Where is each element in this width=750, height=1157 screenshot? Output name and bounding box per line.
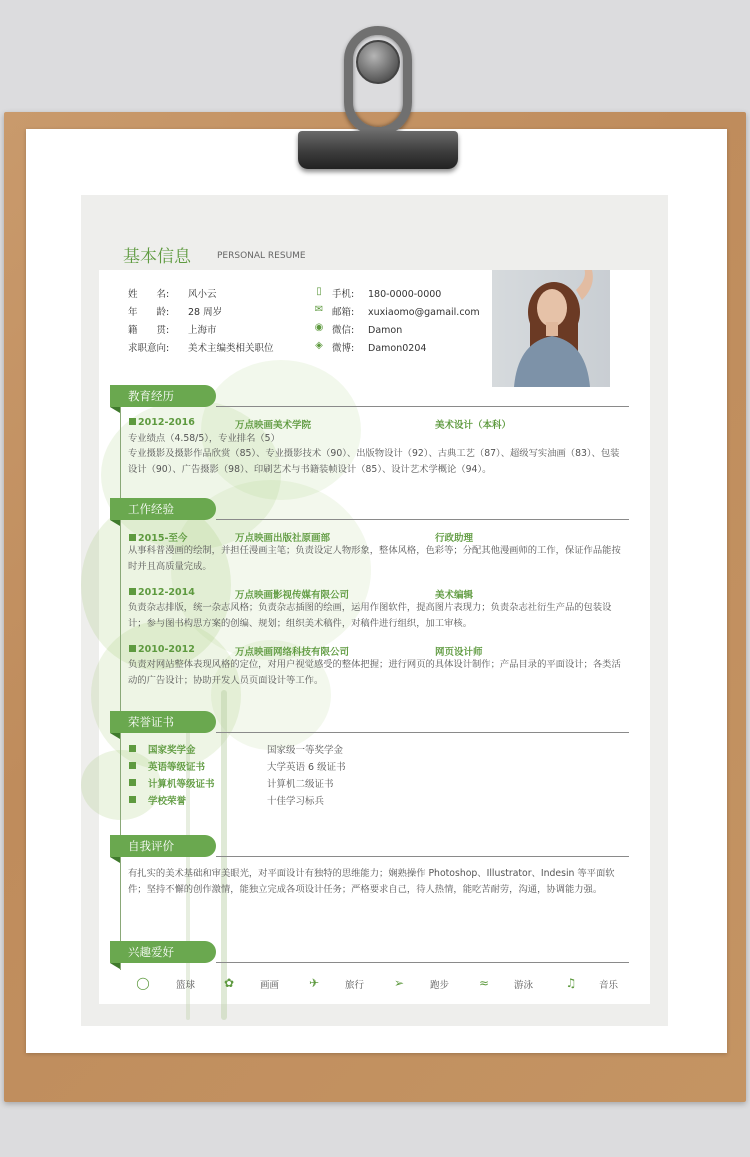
page-title: 基本信息 (123, 247, 191, 267)
info-name-label: 姓 名: (128, 289, 170, 300)
info-name (128, 286, 217, 300)
cert-value: 十佳学习标兵 (267, 796, 325, 807)
cert-name: 国家奖学金 (148, 745, 196, 756)
info-job-label: 求职意向: (128, 343, 170, 354)
education-degree: 美术设计（本科） (435, 420, 512, 431)
info-email-label: 邮箱: (332, 307, 355, 318)
cert-bullet (129, 779, 136, 786)
info-job-value: 美术主编类相关职位 (188, 343, 274, 354)
hobby-label: 音乐 (599, 980, 619, 991)
section-education-tab: 教育经历 (110, 385, 216, 407)
palette-icon: ✿ (223, 976, 235, 990)
work-company: 万点映画网络科技有限公司 (235, 647, 350, 658)
work-period (129, 587, 195, 598)
info-native-value: 上海市 (188, 325, 217, 336)
work-description: 从事科普漫画的绘制，并担任漫画主笔；负责设定人物形象，整体风格，色彩等；分配其他漫画师的工作，保证作品能按时并且高质量完成。 (128, 545, 621, 572)
hobby-label: 旅行 (345, 980, 365, 991)
info-job (128, 340, 274, 354)
self-eval-text: 有扎实的美术基础和审美眼光，对平面设计有独特的思维能力；娴熟操作 Photoshop、Illustrator、Indesin 等平面软件；坚持不懈的创作激情，能独立完成各项设计任务；严格要求自己，待人热情，能吃苦耐劳，沟通，协调能力强。 (128, 868, 615, 895)
cert-name: 计算机等级证书 (148, 779, 215, 790)
cert-name: 学校荣誉 (148, 796, 187, 807)
info-wechat (332, 322, 402, 336)
cert-bullet (129, 745, 136, 752)
clip-base (298, 131, 458, 169)
section-work-divider (216, 519, 629, 520)
cert-bullet (129, 762, 136, 769)
education-period-text: 2012-2016 (138, 417, 195, 428)
info-age (128, 304, 222, 318)
section-self-eval-tab: 自我评价 (110, 835, 216, 857)
info-wechat-value: Damon (368, 325, 403, 336)
info-weibo-label: 微博: (332, 343, 355, 354)
info-age-value: 28 周岁 (188, 307, 223, 318)
info-phone-value: 180-0000-0000 (368, 289, 442, 300)
work-period-text: 2012-2014 (138, 587, 195, 598)
swimming-icon: ≈ (478, 976, 490, 990)
info-name-value: 风小云 (188, 289, 217, 300)
cert-bullet (129, 796, 136, 803)
info-wechat-label: 微信: (332, 325, 355, 336)
work-period-text: 2015-至今 (138, 533, 188, 544)
info-phone-label: 手机: (332, 289, 355, 300)
running-icon: ➢ (393, 976, 405, 990)
hobby-label: 篮球 (176, 980, 196, 991)
work-period (129, 530, 187, 544)
work-description: 负责杂志排版，统一杂志风格；负责杂志插图的绘画，运用作图软件，提高图片表现力；负责杂志社衍生产品的包装设计；参与图书构思方案的创编、规划；组织美术稿件，对稿件进行组织，加工审核。 (128, 602, 612, 629)
hobby-label: 跑步 (430, 980, 450, 991)
page-subtitle: PERSONAL RESUME (217, 251, 306, 261)
section-education-divider (216, 406, 629, 407)
hobby-label: 画画 (260, 980, 280, 991)
section-honors-tab: 荣誉证书 (110, 711, 216, 733)
section-work-tab: 工作经验 (110, 498, 216, 520)
cert-name: 英语等级证书 (148, 762, 206, 773)
work-description: 负责对网站整体表现风格的定位，对用户视觉感受的整体把握；进行网页的具体设计制作；产品目录的平面设计；各类活动的广告设计；协助开发人员页面设计等工作。 (128, 659, 621, 686)
education-gpa: 专业绩点（4.58/5），专业排名（5） (128, 433, 280, 444)
cert-value: 计算机二级证书 (267, 779, 334, 790)
work-role: 网页设计师 (435, 647, 483, 658)
info-weibo (332, 340, 426, 354)
info-phone (332, 286, 441, 300)
timeline-line (120, 392, 121, 970)
mail-icon: ✉ (314, 304, 324, 315)
weibo-icon: ◈ (315, 340, 323, 351)
work-role: 行政助理 (435, 533, 474, 544)
headphones-icon: ♫ (565, 976, 577, 990)
info-email (332, 304, 480, 318)
education-period (129, 417, 195, 428)
basketball-icon: ◯ (136, 976, 150, 990)
cert-value: 国家级一等奖学金 (267, 745, 344, 756)
section-hobbies-divider (216, 962, 629, 963)
hobby-label: 游泳 (514, 980, 534, 991)
airplane-icon: ✈ (308, 976, 320, 990)
cert-value: 大学英语 6 级证书 (267, 762, 346, 773)
info-email-value: xuxiaomo@gamail.com (368, 307, 480, 318)
work-period-text: 2010-2012 (138, 644, 195, 655)
clip-knob (356, 40, 400, 84)
profile-photo (492, 270, 610, 387)
section-hobbies-tab: 兴趣爱好 (110, 941, 216, 963)
info-age-label: 年 龄: (128, 307, 170, 318)
info-native (128, 322, 217, 336)
wechat-icon: ◉ (314, 322, 324, 333)
work-role: 美术编辑 (435, 590, 474, 601)
education-courses: 专业摄影及摄影作品欣赏（85）、专业摄影技术（90）、出版物设计（92）、古典工艺（87）、超级写实油画（83）、包装设计（90）、广告摄影（98）、印刷艺术与书籍装帧设计（85）、设计艺术学概论（94）。 (128, 448, 620, 475)
work-company: 万点映画出版社原画部 (235, 533, 331, 544)
education-school: 万点映画美术学院 (235, 420, 312, 431)
work-period (129, 644, 195, 655)
info-weibo-value: Damon0204 (368, 343, 427, 354)
section-self-eval-divider (216, 856, 629, 857)
phone-icon: ▯ (316, 286, 322, 297)
section-honors-divider (216, 732, 629, 733)
info-native-label: 籍 贯: (128, 325, 170, 336)
work-company: 万点映画影视传媒有限公司 (235, 590, 350, 601)
